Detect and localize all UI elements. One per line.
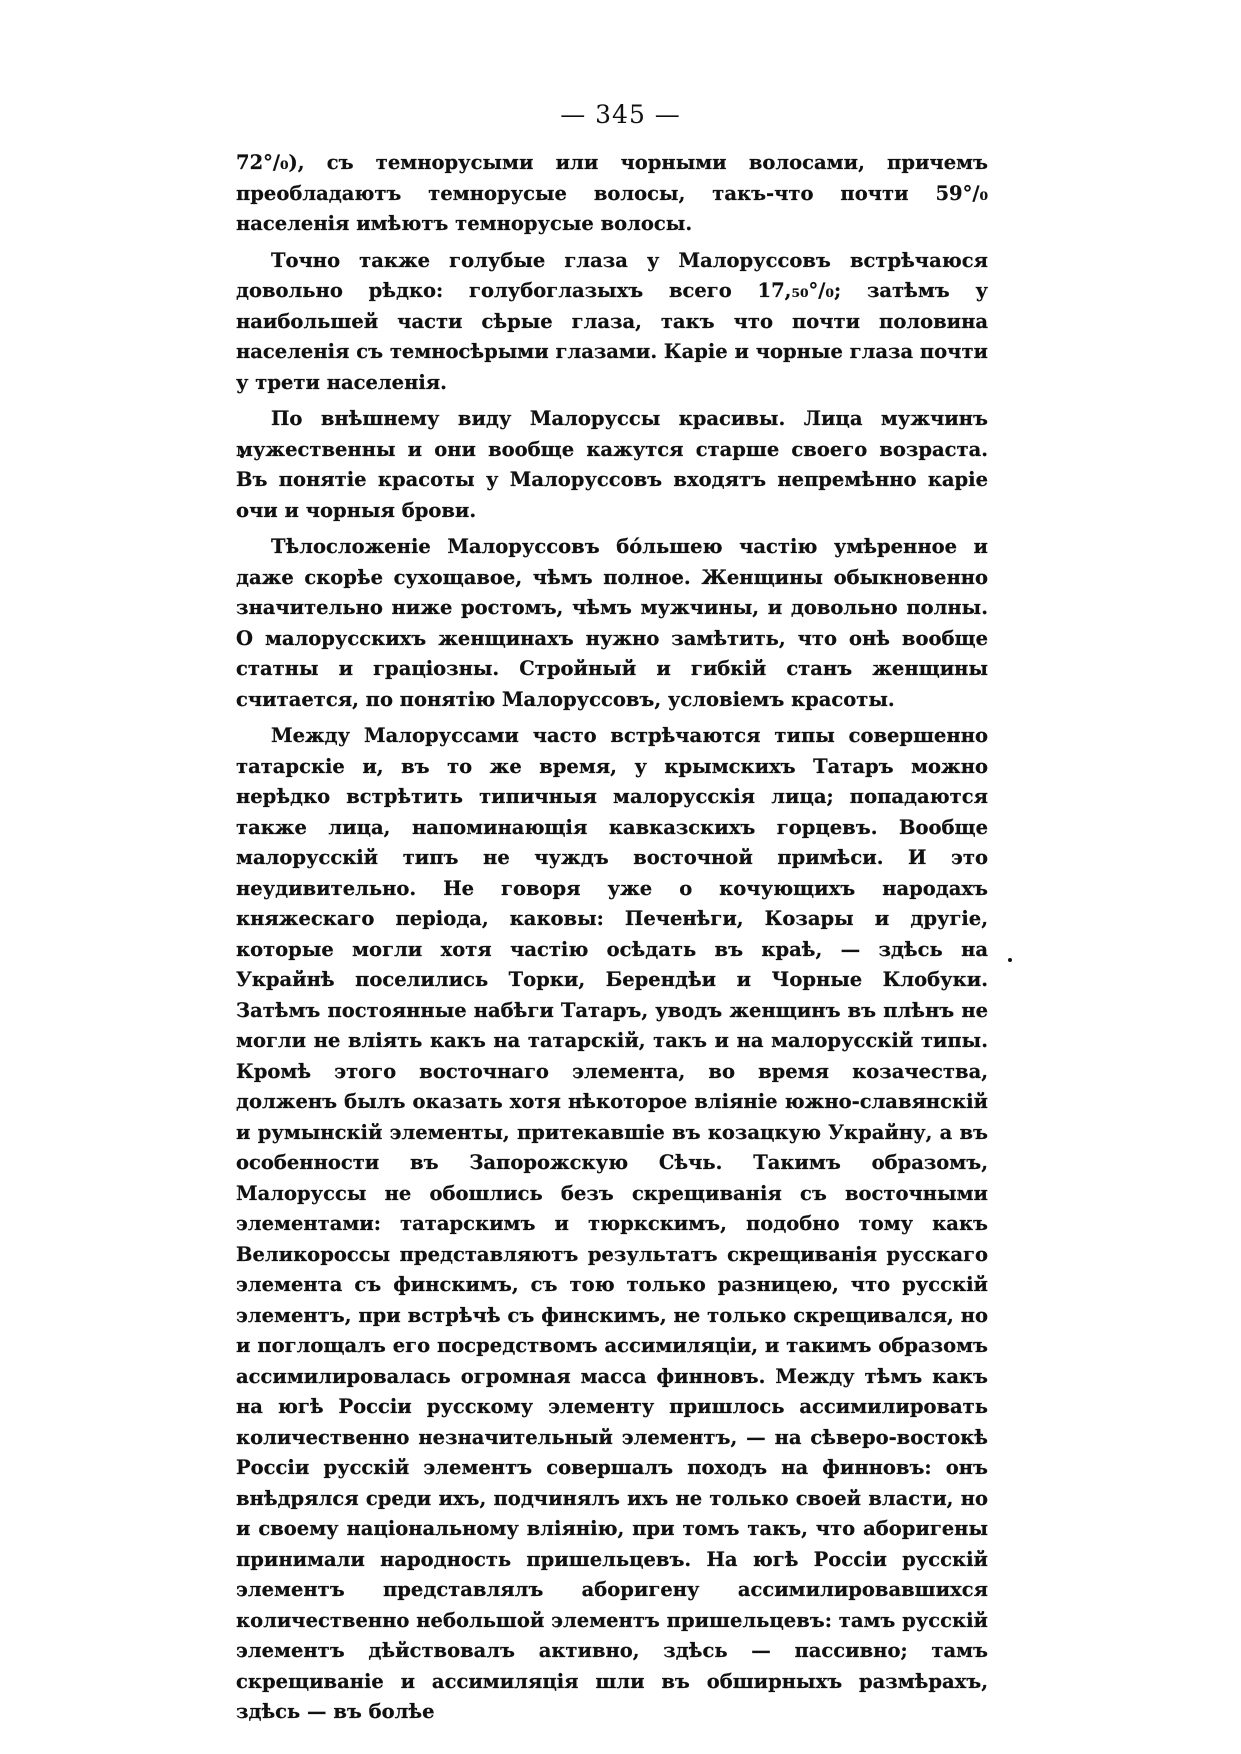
page-number: — 345 — <box>560 100 681 129</box>
body-text <box>236 148 988 1734</box>
paragraph: 72°/₀), съ темнорусыми или чорными волосами, причемъ преобладаютъ темнорусые волосы, такъ-что почти 59°/₀ населенія имѣютъ темнорусые волосы. <box>236 151 988 235</box>
paragraph: Точно также голубые глаза у Малоруссовъ встрѣчаюся довольно рѣдко: голубоглазыхъ всего 17,₅₀°/₀; затѣмъ у наибольшей части сѣрые глаза, такъ что почти половина населенія съ темносѣрыми глазами. Каріе и чорные глаза почти у трети населенія. <box>236 248 988 394</box>
stray-print-mark <box>1008 958 1012 962</box>
paragraph: Между Малоруссами часто встрѣчаются типы совершенно татарскіе и, въ то же время, у крымскихъ Татаръ можно нерѣдко встрѣтить типичныя малорусскія лица; попадаются также лица, напоминающія кавказскихъ горцевъ. Вообще малорусскій типъ не чуждъ восточной примѣси. И это неудивительно. Не говоря уже о кочующихъ народахъ княжескаго періода, каковы: Печенѣги, Козары и другіе, которые могли хотя частію осѣдать въ краѣ, — здѣсь на Украйнѣ поселились Торки, Берендѣи и Чорные Клобуки. Затѣмъ постоянные набѣги Татаръ, уводъ женщинъ въ плѣнъ не могли не вліять какъ на татарскій, такъ и на малорусскій типы. Кромѣ этого восточнаго элемента, во время козачества, долженъ былъ оказать хотя нѣкоторое вліяніе южно-славянскій и румынскій элементы, притекавшіе въ козацкую Украйну, а въ особенности въ Запорожскую Сѣчь. Такимъ образомъ, Малоруссы не обошлись безъ скрещиванія съ восточными элементами: татарскимъ и тюркскимъ, подобно тому какъ Великороссы представляютъ результатъ скрещиванія русскаго элемента съ финскимъ, съ тою только разницею, что русскій элементъ, при встрѣчѣ съ финскимъ, не только скрещивался, но и поглощалъ его посредствомъ ассимиляціи, и такимъ образомъ ассимилировалась огромная масса финновъ. Между тѣмъ какъ на югѣ Россіи русскому элементу пришлось ассимилировать количественно незначительный элементъ, — на сѣверо-востокѣ Россіи русскій элементъ совершалъ походъ на финновъ: онъ внѣдрялся среди ихъ, подчинялъ ихъ не только своей власти, но и своему національному вліянію, при томъ такъ, что аборигены принимали народность пришельцевъ. На югѣ Россіи русскій элементъ представлялъ аборигену ассимилировавшихся количественно небольшой элементъ пришельцевъ: тамъ русскій элементъ дѣйствовалъ активно, здѣсь — пассивно; тамъ скрещиваніе и ассимиляція шли въ обширныхъ размѣрахъ, здѣсь — въ болѣе <box>236 724 988 1723</box>
paragraph: Тѣлосложеніе Малоруссовъ бо́льшею частію умѣренное и даже скорѣе сухощавое, чѣмъ полное. Женщины обыкновенно значительно ниже ростомъ, чѣмъ мужчины, и довольно полны. О малорусскихъ женщинахъ нужно замѣтить, что онѣ вообще статны и граціозны. Стройный и гибкій станъ женщины считается, по понятію Малоруссовъ, условіемъ красоты. <box>236 535 988 711</box>
paragraph: По внѣшнему виду Малоруссы красивы. Лица мужчинъ мужественны и они вообще кажутся старше своего возраста. Въ понятіе красоты у Малоруссовъ входятъ непремѣнно каріе очи и чорныя брови. <box>236 407 988 522</box>
